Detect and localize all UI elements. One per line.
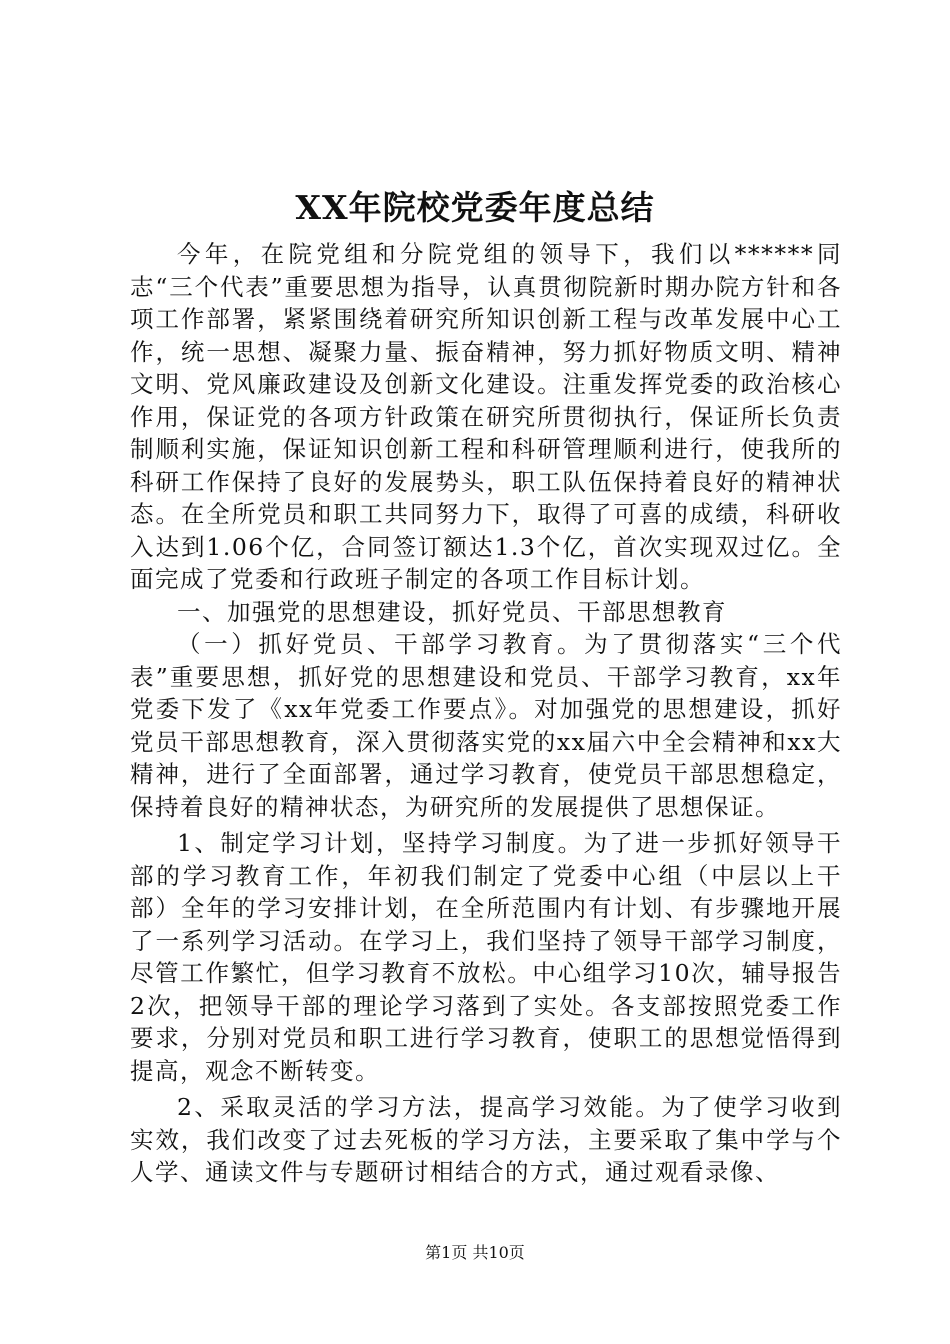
document-body bbox=[130, 238, 842, 1189]
paragraph-item-1: 1、制定学习计划，坚持学习制度。为了进一步抓好领导干部的学习教育工作，年初我们制定了党委中心组（中层以上干部）全年的学习安排计划，在全所范围内有计划、有步骤地开展了一系列学习活动。在学习上，我们坚持了领导干部学习制度，尽管工作繁忙，但学习教育不放松。中心组学习10次，辅导报告2次，把领导干部的理论学习落到了实处。各支部按照党委工作要求，分别对党员和职工进行学习教育，使职工的思想觉悟得到提高，观念不断转变。 bbox=[130, 829, 842, 1085]
paragraph-subsection-1: （一）抓好党员、干部学习教育。为了贯彻落实“三个代表”重要思想，抓好党的思想建设和党员、干部学习教育，xx年党委下发了《xx年党委工作要点》。对加强党的思想建设，抓好党员干部思想教育，深入贯彻落实党的xx届六中全会精神和xx大精神，进行了全面部署，通过学习教育，使党员干部思想稳定，保持着良好的精神状态，为研究所的发展提供了思想保证。 bbox=[130, 630, 842, 821]
page-number-footer: 第1页 共10页 bbox=[425, 1243, 525, 1262]
document-title: XX年院校党委年度总结 bbox=[295, 188, 655, 227]
section-heading-1: 一、加强党的思想建设，抓好党员、干部思想教育 bbox=[177, 597, 727, 626]
paragraph-intro: 今年，在院党组和分院党组的领导下，我们以******同志“三个代表”重要思想为指导，认真贯彻院新时期办院方针和各项工作部署，紧紧围绕着研究所知识创新工程与改革发展中心工作，统一思想、凝聚力量、振奋精神，努力抓好物质文明、精神文明、党风廉政建设及创新文化建设。注重发挥党委的政治核心作用，保证党的各项方针政策在研究所贯彻执行，保证所长负责制顺利实施，保证知识创新工程和科研管理顺利进行，使我所的科研工作保持了良好的发展势头，职工队伍保持着良好的精神状态。在全所党员和职工共同努力下，取得了可喜的成绩，科研收入达到1.06个亿，合同签订额达1.3个亿，首次实现双过亿。全面完成了党委和行政班子制定的各项工作目标计划。 bbox=[130, 240, 842, 593]
paragraph-item-2: 2、采取灵活的学习方法，提高学习效能。为了使学习收到实效，我们改变了过去死板的学习方法，主要采取了集中学与个人学、通读文件与专题研讨相结合的方式，通过观看录像、 bbox=[130, 1093, 842, 1186]
